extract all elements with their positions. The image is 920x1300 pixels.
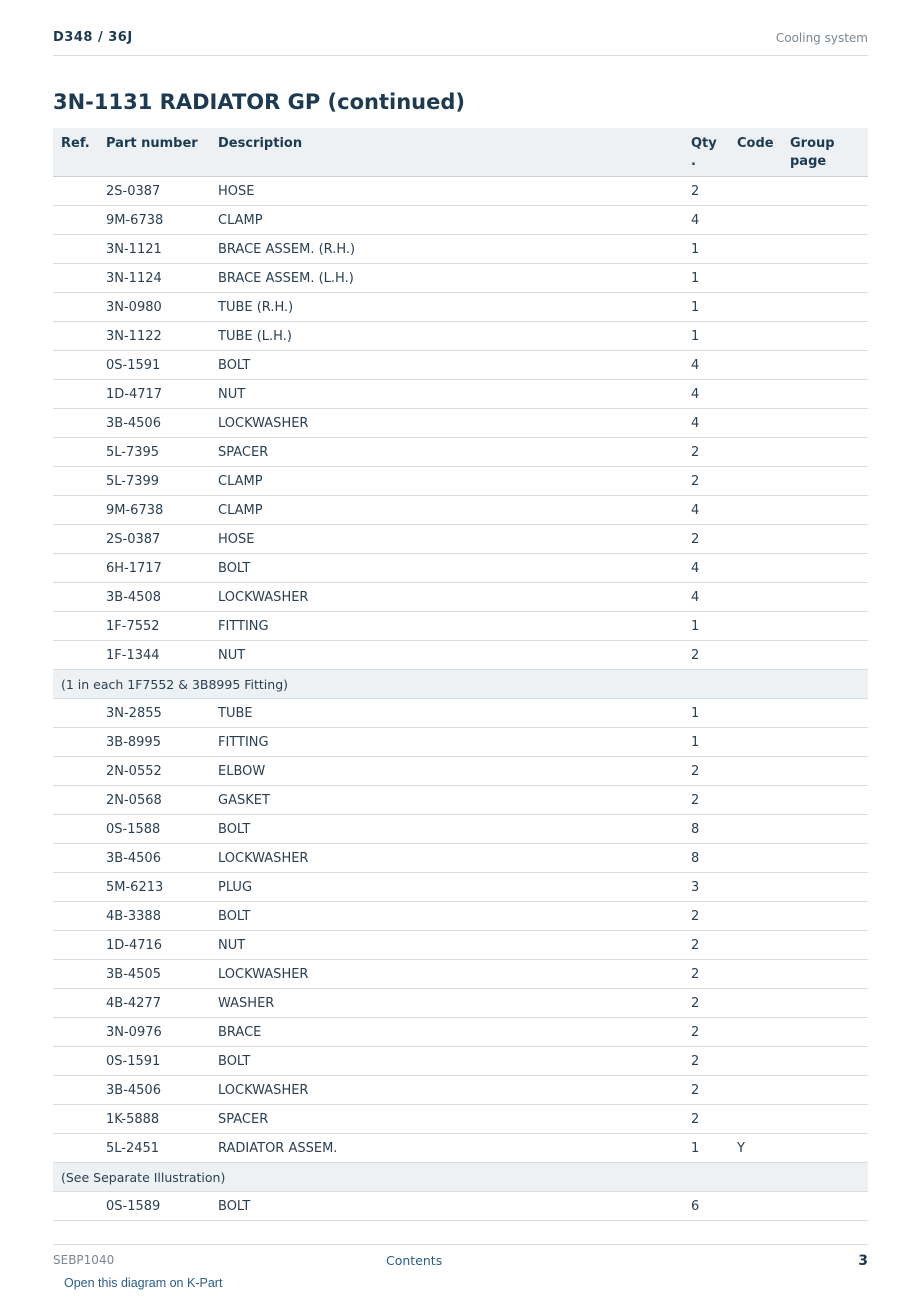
qty-cell: 4 (691, 590, 700, 605)
header-qty (691, 135, 717, 171)
model-label: D348 / 36J (53, 30, 133, 45)
qty-cell: 4 (691, 503, 700, 518)
note-text: (See Separate Illustration) (61, 1170, 226, 1185)
qty-cell: 2 (691, 474, 700, 489)
table-row (53, 438, 868, 467)
part-number-cell: 2N-0568 (106, 793, 162, 808)
table-row (53, 1105, 868, 1134)
table-row (53, 844, 868, 873)
part-number-cell: 1F-7552 (106, 619, 160, 634)
part-number-cell: 0S-1591 (106, 1054, 161, 1069)
table-row (53, 815, 868, 844)
qty-cell: 2 (691, 764, 700, 779)
title-main: 3N-1131 RADIATOR GP (53, 90, 321, 114)
description-cell: BRACE (218, 1025, 262, 1040)
description-cell: SPACER (218, 1112, 269, 1127)
part-number-cell: 2S-0387 (106, 184, 161, 199)
table-header (53, 128, 868, 177)
qty-cell: 4 (691, 561, 700, 576)
description-cell: LOCKWASHER (218, 1083, 309, 1098)
qty-cell: 4 (691, 358, 700, 373)
description-cell: HOSE (218, 184, 255, 199)
qty-cell: 2 (691, 445, 700, 460)
table-row (53, 612, 868, 641)
section-label: Cooling system (775, 31, 868, 45)
part-number-cell: 2N-0552 (106, 764, 162, 779)
qty-cell: 2 (691, 532, 700, 547)
table-row (53, 1076, 868, 1105)
part-number-cell: 3B-4506 (106, 416, 161, 431)
table-row (53, 525, 868, 554)
part-number-cell: 3B-4506 (106, 851, 161, 866)
qty-cell: 3 (691, 880, 700, 895)
qty-cell: 4 (691, 387, 700, 402)
table-note-row (53, 1163, 868, 1192)
part-number-cell: 3B-8995 (106, 735, 161, 750)
part-number-cell: 9M-6738 (106, 503, 164, 518)
description-cell: WASHER (218, 996, 275, 1011)
qty-cell: 1 (691, 706, 700, 721)
table-note-row (53, 670, 868, 699)
part-number-cell: 4B-3388 (106, 909, 161, 924)
table-row (53, 235, 868, 264)
qty-cell: 2 (691, 938, 700, 953)
qty-cell: 2 (691, 648, 700, 663)
description-cell: CLAMP (218, 474, 263, 489)
table-row (53, 1018, 868, 1047)
table-body (53, 177, 868, 1221)
parts-table (53, 128, 868, 1221)
title-suffix: (continued) (320, 90, 465, 114)
qty-cell: 2 (691, 1054, 700, 1069)
page-number: 3 (858, 1253, 868, 1269)
part-number-cell: 0S-1589 (106, 1199, 161, 1214)
description-cell: PLUG (218, 880, 253, 895)
table-row (53, 380, 868, 409)
part-number-cell: 3N-2855 (106, 706, 162, 721)
part-number-cell: 3N-0980 (106, 300, 162, 315)
table-row (53, 699, 868, 728)
description-cell: GASKET (218, 793, 270, 808)
description-cell: BOLT (218, 561, 251, 576)
qty-cell: 2 (691, 184, 700, 199)
qty-cell: 2 (691, 967, 700, 982)
table-row (53, 293, 868, 322)
table-row (53, 728, 868, 757)
part-number-cell: 1D-4717 (106, 387, 163, 402)
description-cell: CLAMP (218, 503, 263, 518)
description-cell: LOCKWASHER (218, 416, 309, 431)
table-row (53, 786, 868, 815)
table-row (53, 322, 868, 351)
part-number-cell: 3N-1122 (106, 329, 162, 344)
qty-cell: 1 (691, 242, 700, 257)
table-row (53, 1047, 868, 1076)
qty-cell: 2 (691, 909, 700, 924)
table-row (53, 960, 868, 989)
description-cell: LOCKWASHER (218, 967, 309, 982)
description-cell: FITTING (218, 735, 269, 750)
description-cell: RADIATOR ASSEM. (218, 1141, 338, 1156)
code-cell: Y (737, 1141, 745, 1156)
table-row (53, 554, 868, 583)
description-cell: CLAMP (218, 213, 263, 228)
table-row (53, 641, 868, 670)
qty-cell: 2 (691, 996, 700, 1011)
table-row (53, 583, 868, 612)
qty-cell: 1 (691, 1141, 700, 1156)
part-number-cell: 3N-1121 (106, 242, 162, 257)
note-text: (1 in each 1F7552 & 3B8995 Fitting) (61, 677, 289, 692)
part-number-cell: 3B-4506 (106, 1083, 161, 1098)
page-footer (53, 1244, 868, 1274)
description-cell: SPACER (218, 445, 269, 460)
part-number-cell: 1D-4716 (106, 938, 163, 953)
part-number-cell: 3B-4505 (106, 967, 161, 982)
description-cell: HOSE (218, 532, 255, 547)
table-row (53, 902, 868, 931)
part-number-cell: 3N-1124 (106, 271, 162, 286)
table-row (53, 264, 868, 293)
description-cell: NUT (218, 648, 246, 663)
description-cell: BOLT (218, 909, 251, 924)
header-description: Description (218, 136, 303, 151)
qty-cell: 1 (691, 300, 700, 315)
part-number-cell: 5L-2451 (106, 1141, 160, 1156)
header-part-number: Part number (106, 136, 198, 151)
kpart-link[interactable]: Open this diagram on K-Part (64, 1276, 223, 1290)
qty-cell: 1 (691, 735, 700, 750)
header-code: Code (737, 136, 774, 151)
table-row (53, 177, 868, 206)
description-cell: TUBE (R.H.) (218, 300, 294, 315)
part-number-cell: 6H-1717 (106, 561, 162, 576)
table-row (53, 873, 868, 902)
part-number-cell: 2S-0387 (106, 532, 161, 547)
qty-cell: 2 (691, 1025, 700, 1040)
qty-cell: 8 (691, 822, 700, 837)
part-number-cell: 0S-1588 (106, 822, 161, 837)
qty-cell: 8 (691, 851, 700, 866)
description-cell: FITTING (218, 619, 269, 634)
table-row (53, 496, 868, 525)
description-cell: LOCKWASHER (218, 851, 309, 866)
page-header (53, 28, 868, 56)
header-qty-line1: Qty (691, 136, 717, 151)
qty-cell: 2 (691, 793, 700, 808)
description-cell: BOLT (218, 358, 251, 373)
header-ref: Ref. (61, 136, 90, 151)
description-cell: BRACE ASSEM. (R.H.) (218, 242, 356, 257)
doc-id: SEBP1040 (53, 1253, 115, 1267)
table-row (53, 351, 868, 380)
description-cell: NUT (218, 387, 246, 402)
part-number-cell: 3N-0976 (106, 1025, 162, 1040)
part-number-cell: 4B-4277 (106, 996, 161, 1011)
description-cell: TUBE (L.H.) (218, 329, 292, 344)
header-group-line2: page (790, 154, 827, 169)
part-number-cell: 1K-5888 (106, 1112, 160, 1127)
part-number-cell: 5M-6213 (106, 880, 164, 895)
part-number-cell: 3B-4508 (106, 590, 161, 605)
description-cell: LOCKWASHER (218, 590, 309, 605)
part-number-cell: 5L-7395 (106, 445, 160, 460)
qty-cell: 2 (691, 1112, 700, 1127)
header-group-line1: Group (790, 136, 835, 151)
description-cell: BRACE ASSEM. (L.H.) (218, 271, 354, 286)
description-cell: BOLT (218, 1054, 251, 1069)
description-cell: BOLT (218, 1199, 251, 1214)
table-row (53, 931, 868, 960)
part-number-cell: 1F-1344 (106, 648, 160, 663)
qty-cell: 1 (691, 329, 700, 344)
description-cell: ELBOW (218, 764, 266, 779)
page-title (53, 90, 465, 114)
table-row (53, 1134, 868, 1163)
description-cell: NUT (218, 938, 246, 953)
qty-cell: 2 (691, 1083, 700, 1098)
header-group-page (790, 135, 835, 171)
part-number-cell: 5L-7399 (106, 474, 160, 489)
table-row (53, 206, 868, 235)
contents-link[interactable]: Contents (386, 1253, 443, 1268)
header-qty-line2: . (691, 154, 696, 169)
table-row (53, 757, 868, 786)
table-row (53, 1192, 868, 1221)
table-row (53, 989, 868, 1018)
qty-cell: 4 (691, 213, 700, 228)
description-cell: BOLT (218, 822, 251, 837)
table-row (53, 467, 868, 496)
qty-cell: 1 (691, 619, 700, 634)
table-row (53, 409, 868, 438)
description-cell: TUBE (218, 706, 253, 721)
qty-cell: 1 (691, 271, 700, 286)
part-number-cell: 9M-6738 (106, 213, 164, 228)
qty-cell: 6 (691, 1199, 700, 1214)
part-number-cell: 0S-1591 (106, 358, 161, 373)
qty-cell: 4 (691, 416, 700, 431)
